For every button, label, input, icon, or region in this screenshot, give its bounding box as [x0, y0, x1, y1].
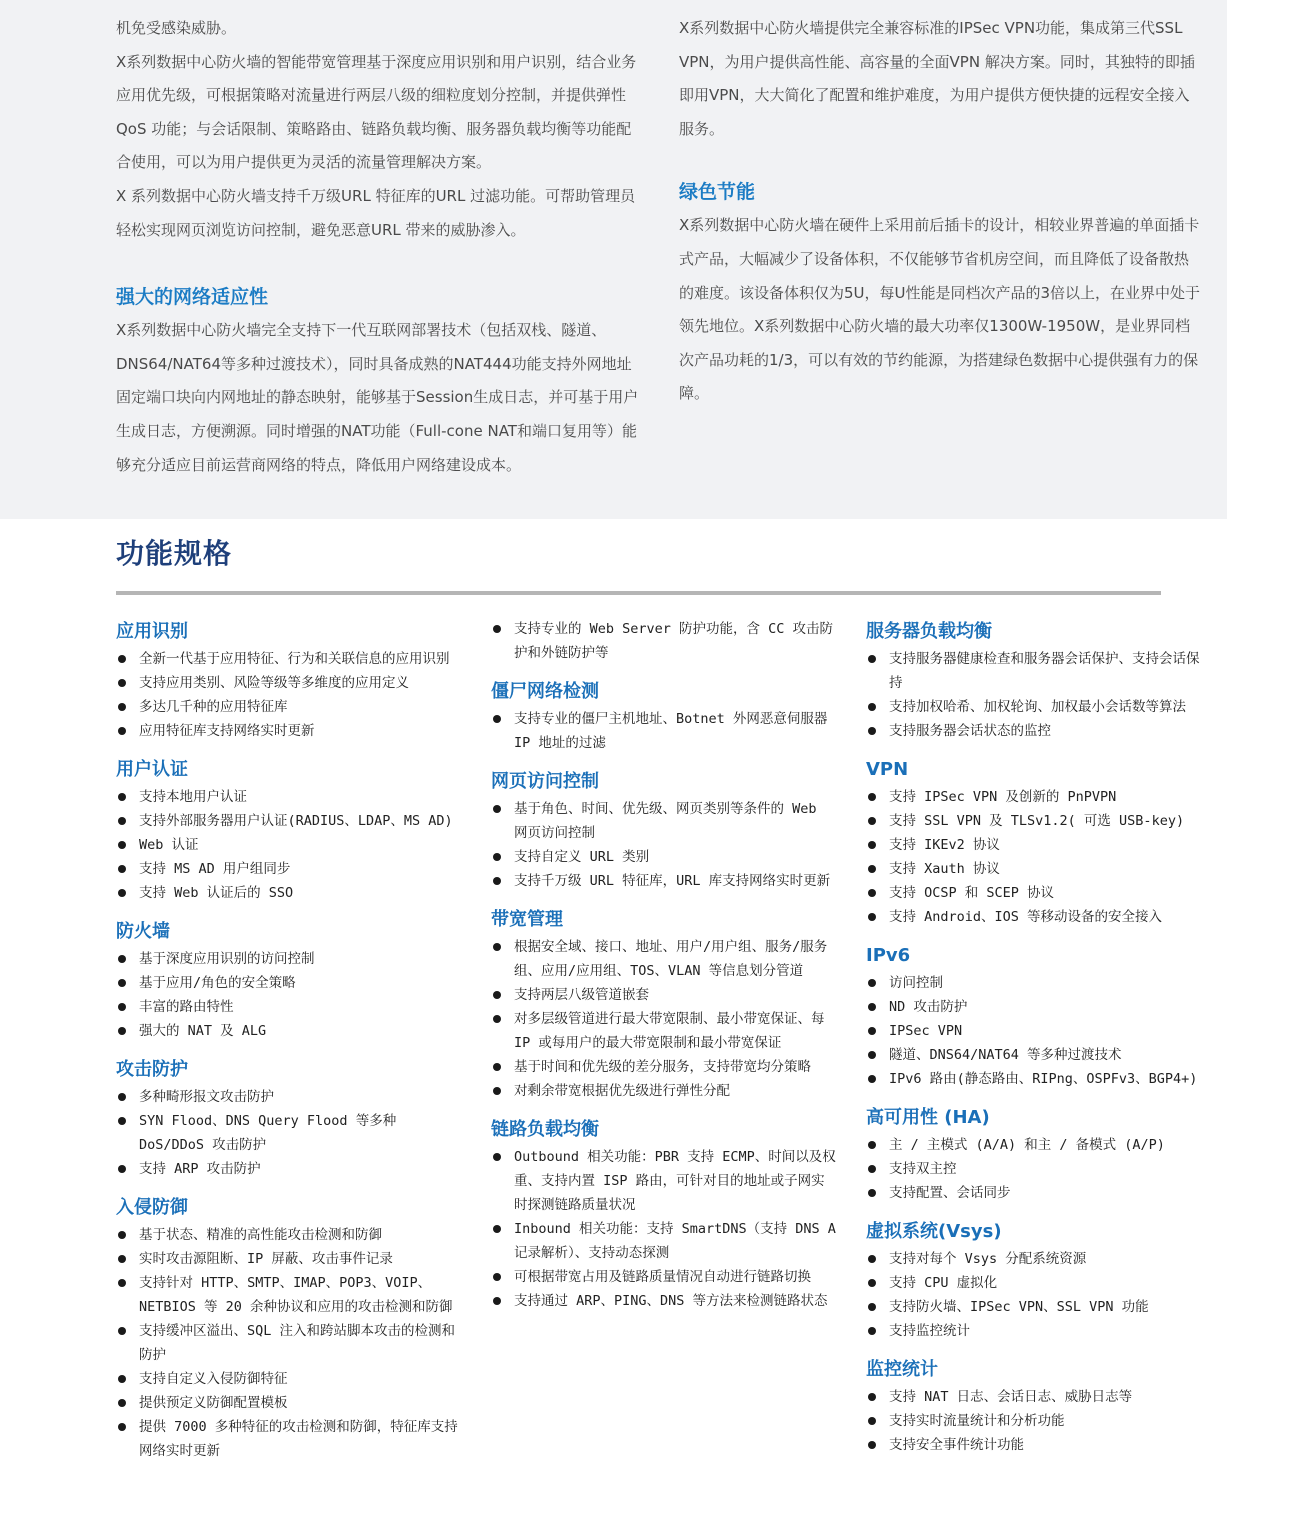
- spec-item-list: [491, 935, 836, 1103]
- spec-list-item: 支持 IKEv2 协议: [866, 833, 1211, 857]
- spec-column-2: [491, 617, 836, 1325]
- spec-item-list: [116, 1223, 461, 1463]
- spec-list-item: 根据安全域、接口、地址、用户/用户组、服务/服务组、应用/应用组、TOS、VLAN 等信息划分管道: [491, 935, 836, 983]
- spec-list-item: 支持防火墙、IPSec VPN、SSL VPN 功能: [866, 1295, 1211, 1319]
- spec-list-item: 主 / 主模式 (A/A) 和主 / 备模式 (A/P): [866, 1133, 1211, 1157]
- spec-item-list: [116, 647, 461, 743]
- spec-list-item: 支持 SSL VPN 及 TLSv1.2( 可选 USB-key): [866, 809, 1211, 833]
- spec-item-list: [116, 947, 461, 1043]
- spec-section: [116, 917, 461, 1043]
- spec-list-item: 可根据带宽占用及链路质量情况自动进行链路切换: [491, 1265, 836, 1289]
- spec-list-item: Outbound 相关功能：PBR 支持 ECMP、时间以及权重、支持内置 ISP 路由，可针对目的地址或子网实时探测链路质量状况: [491, 1145, 836, 1217]
- intro-paragraph: X系列数据中心防火墙在硬件上采用前后插卡的设计，相较业界普遍的单面插卡式产品，大幅减少了设备体积，不仅能够节省机房空间，而且降低了设备散热的难度。该设备体积仅为5U，每U性能是同档次产品的3倍以上，在业界中处于领先地位。X系列数据中心防火墙的最大功率仅1300W-1950W，是业界同档次产品功耗的1/3，可以有效的节约能源，为搭建绿色数据中心提供强有力的保障。: [679, 216, 1201, 403]
- spec-list-item: 基于状态、精准的高性能攻击检测和防御: [116, 1223, 461, 1247]
- spec-section: [866, 617, 1211, 743]
- spec-list-item: 支持 Xauth 协议: [866, 857, 1211, 881]
- spec-item-list: [116, 785, 461, 905]
- spec-title: 功能规格: [116, 537, 233, 570]
- spec-section: [491, 905, 836, 1103]
- spec-list-item: 支持 ARP 攻击防护: [116, 1157, 461, 1181]
- spec-section: [116, 1055, 461, 1181]
- spec-list-item: 支持缓冲区溢出、SQL 注入和跨站脚本攻击的检测和防护: [116, 1319, 461, 1367]
- spec-list-item: 支持通过 ARP、PING、DNS 等方法来检测链路状态: [491, 1289, 836, 1313]
- spec-list-item: 支持对每个 Vsys 分配系统资源: [866, 1247, 1211, 1271]
- spec-list-item: 基于应用/角色的安全策略: [116, 971, 461, 995]
- spec-section-title: 监控统计: [866, 1359, 938, 1380]
- spec-list-item: 支持外部服务器用户认证(RADIUS、LDAP、MS AD): [116, 809, 461, 833]
- spec-list-item: 实时攻击源阻断、IP 屏蔽、攻击事件记录: [116, 1247, 461, 1271]
- spec-list-item: 对多层级管道进行最大带宽限制、最小带宽保证、每 IP 或每用户的最大带宽限制和最小带宽保证: [491, 1007, 836, 1055]
- spec-section-title: 用户认证: [116, 759, 188, 780]
- spec-item-list: [866, 1247, 1211, 1343]
- spec-item-list: [116, 1085, 461, 1181]
- spec-list-item: 支持服务器会话状态的监控: [866, 719, 1211, 743]
- spec-item-list: [866, 971, 1211, 1091]
- spec-column-1: [116, 617, 461, 1475]
- section-heading-network: 强大的网络适应性: [116, 286, 269, 309]
- spec-divider: [116, 591, 1161, 595]
- intro-panel: [0, 0, 1227, 519]
- spec-list-item: 基于深度应用识别的访问控制: [116, 947, 461, 971]
- spec-list-item: 隧道、DNS64/NAT64 等多种过渡技术: [866, 1043, 1211, 1067]
- spec-list-item: 支持安全事件统计功能: [866, 1433, 1211, 1457]
- spec-list-item: 提供预定义防御配置模板: [116, 1391, 461, 1415]
- spec-section-title: 僵尸网络检测: [491, 681, 599, 702]
- spec-list-item: 支持专业的 Web Server 防护功能，含 CC 攻击防护和外链防护等: [491, 617, 836, 665]
- spec-section-title: 防火墙: [116, 921, 170, 942]
- spec-section: [866, 941, 1211, 1091]
- spec-list-item: Inbound 相关功能：支持 SmartDNS（支持 DNS A 记录解析）、支持动态探测: [491, 1217, 836, 1265]
- spec-list-item: 全新一代基于应用特征、行为和关联信息的应用识别: [116, 647, 461, 671]
- spec-list-item: 支持专业的僵尸主机地址、Botnet 外网恶意伺服器 IP 地址的过滤: [491, 707, 836, 755]
- spec-list-item: 支持自定义 URL 类别: [491, 845, 836, 869]
- spec-list-item: 基于角色、时间、优先级、网页类别等条件的 Web 网页访问控制: [491, 797, 836, 845]
- spec-list-item: 强大的 NAT 及 ALG: [116, 1019, 461, 1043]
- spec-item-list: [491, 1145, 836, 1313]
- spec-item-list: [866, 647, 1211, 743]
- spec-section: [491, 617, 836, 665]
- spec-item-list: [866, 785, 1211, 929]
- spec-list-item: 支持针对 HTTP、SMTP、IMAP、POP3、VOIP、NETBIOS 等 20 余种协议和应用的攻击检测和防御: [116, 1271, 461, 1319]
- spec-list-item: 提供 7000 多种特征的攻击检测和防御，特征库支持网络实时更新: [116, 1415, 461, 1463]
- intro-column-right: [679, 12, 1203, 411]
- spec-item-list: [866, 1385, 1211, 1457]
- spec-list-item: 多种畸形报文攻击防护: [116, 1085, 461, 1109]
- spec-section-title: 应用识别: [116, 621, 188, 642]
- spec-section: [491, 1115, 836, 1313]
- spec-section-title: 带宽管理: [491, 909, 563, 930]
- spec-section: [116, 1193, 461, 1463]
- spec-list-item: 支持实时流量统计和分析功能: [866, 1409, 1211, 1433]
- intro-column-left: [116, 12, 640, 482]
- spec-section-title: IPv6: [866, 945, 911, 966]
- spec-section-title: 高可用性 (HA): [866, 1107, 990, 1128]
- spec-list-item: 基于时间和优先级的差分服务，支持带宽均分策略: [491, 1055, 836, 1079]
- spec-list-item: 访问控制: [866, 971, 1211, 995]
- spec-section: [866, 1103, 1211, 1205]
- spec-list-item: 支持 IPSec VPN 及创新的 PnPVPN: [866, 785, 1211, 809]
- spec-section: [491, 677, 836, 755]
- spec-list-item: 支持配置、会话同步: [866, 1181, 1211, 1205]
- spec-list-item: Web 认证: [116, 833, 461, 857]
- spec-section-title: 攻击防护: [116, 1059, 188, 1080]
- spec-list-item: ND 攻击防护: [866, 995, 1211, 1019]
- spec-item-list: [491, 707, 836, 755]
- intro-paragraph: X 系列数据中心防火墙支持千万级URL 特征库的URL 过滤功能。可帮助管理员轻松实现网页浏览访问控制，避免恶意URL 带来的威胁渗入。: [116, 186, 636, 239]
- spec-item-list: [491, 617, 836, 665]
- spec-section: [116, 755, 461, 905]
- spec-section: [116, 617, 461, 743]
- spec-list-item: 支持 CPU 虚拟化: [866, 1271, 1211, 1295]
- spec-list-item: 多达几千种的应用特征库: [116, 695, 461, 719]
- spec-list-item: 支持 Android、IOS 等移动设备的安全接入: [866, 905, 1211, 929]
- spec-section: [491, 767, 836, 893]
- intro-paragraph: 机免受感染威胁。: [116, 19, 237, 37]
- spec-column-3: [866, 617, 1211, 1469]
- spec-list-item: 支持 OCSP 和 SCEP 协议: [866, 881, 1211, 905]
- spec-section: [866, 1355, 1211, 1457]
- spec-list-item: 支持双主控: [866, 1157, 1211, 1181]
- spec-list-item: 支持 NAT 日志、会话日志、威胁日志等: [866, 1385, 1211, 1409]
- spec-list-item: 支持加权哈希、加权轮询、加权最小会话数等算法: [866, 695, 1211, 719]
- spec-list-item: 支持监控统计: [866, 1319, 1211, 1343]
- spec-section-title: 链路负载均衡: [491, 1119, 599, 1140]
- spec-section-title: 网页访问控制: [491, 771, 599, 792]
- spec-section-title: VPN: [866, 759, 909, 780]
- spec-section-title: 服务器负载均衡: [866, 621, 992, 642]
- spec-list-item: 支持应用类别、风险等级等多维度的应用定义: [116, 671, 461, 695]
- spec-list-item: SYN Flood、DNS Query Flood 等多种 DoS/DDoS 攻击防护: [116, 1109, 461, 1157]
- spec-section-title: 入侵防御: [116, 1197, 188, 1218]
- spec-list-item: 丰富的路由特性: [116, 995, 461, 1019]
- spec-list-item: IPSec VPN: [866, 1019, 1211, 1043]
- spec-list-item: 支持服务器健康检查和服务器会话保护、支持会话保持: [866, 647, 1211, 695]
- intro-paragraph: X系列数据中心防火墙完全支持下一代互联网部署技术（包括双栈、隧道、DNS64/NAT64等多种过渡技术），同时具备成熟的NAT444功能支持外网地址固定端口块向内网地址的静态映射，能够基于Session生成日志，并可基于用户生成日志，方便溯源。同时增强的NAT功能（Full-cone NAT和端口复用等）能够充分适应目前运营商网络的特点，降低用户网络建设成本。: [116, 321, 639, 474]
- spec-list-item: 支持两层八级管道嵌套: [491, 983, 836, 1007]
- spec-list-item: IPv6 路由(静态路由、RIPng、OSPFv3、BGP4+): [866, 1067, 1211, 1091]
- spec-section-title: 虚拟系统(Vsys): [866, 1221, 1002, 1242]
- spec-list-item: 支持本地用户认证: [116, 785, 461, 809]
- spec-list-item: 支持 Web 认证后的 SSO: [116, 881, 461, 905]
- spec-section: [866, 1217, 1211, 1343]
- intro-paragraph: X系列数据中心防火墙提供完全兼容标准的IPSec VPN功能，集成第三代SSL VPN，为用户提供高性能、高容量的全面VPN 解决方案。同时，其独特的即插即用VPN，大大简化了配置和维护难度，为用户提供方便快捷的远程安全接入服务。: [679, 19, 1195, 138]
- spec-list-item: 应用特征库支持网络实时更新: [116, 719, 461, 743]
- spec-list-item: 支持 MS AD 用户组同步: [116, 857, 461, 881]
- spec-list-item: 支持自定义入侵防御特征: [116, 1367, 461, 1391]
- spec-item-list: [491, 797, 836, 893]
- intro-paragraph: X系列数据中心防火墙的智能带宽管理基于深度应用识别和用户识别，结合业务应用优先级，可根据策略对流量进行两层八级的细粒度划分控制，并提供弹性QoS 功能；与会话限制、策略路由、链路负载均衡、服务器负载均衡等功能配合使用，可以为用户提供更为灵活的流量管理解决方案。: [116, 52, 637, 172]
- spec-section: [866, 755, 1211, 929]
- spec-item-list: [866, 1133, 1211, 1205]
- spec-list-item: 支持千万级 URL 特征库，URL 库支持网络实时更新: [491, 869, 836, 893]
- spec-list-item: 对剩余带宽根据优先级进行弹性分配: [491, 1079, 836, 1103]
- section-heading-green: 绿色节能: [679, 181, 756, 204]
